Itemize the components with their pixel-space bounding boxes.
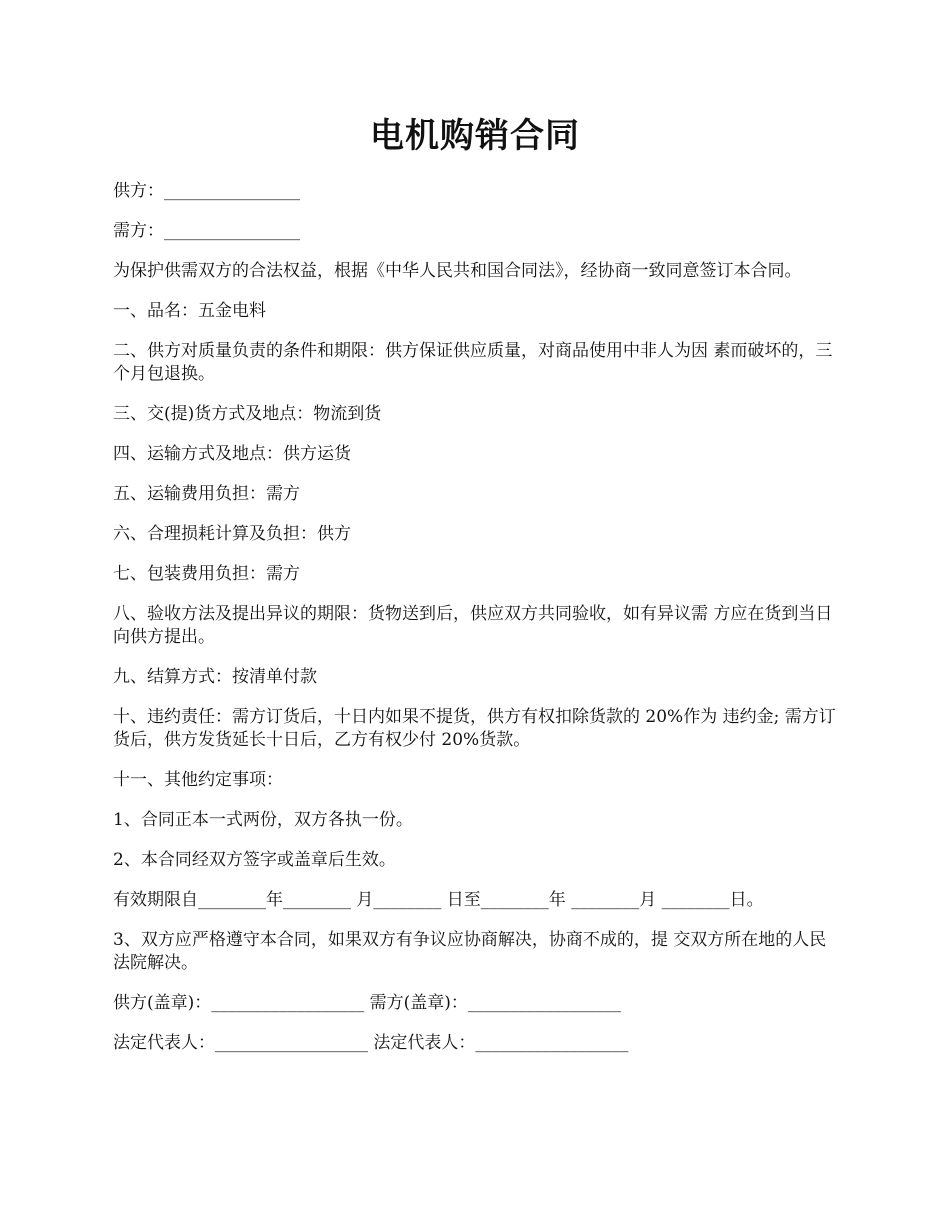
clause-11: 十一、其他约定事项： xyxy=(113,770,283,790)
other-term-1: 1、合同正本一式两份，双方各执一份。 xyxy=(113,810,413,830)
clause-5: 五、运输费用负担：需方 xyxy=(113,484,300,504)
clause-1: 一、品名：五金电料 xyxy=(113,301,266,321)
document-body xyxy=(113,180,838,1072)
clause-6: 六、合理损耗计算及负担：供方 xyxy=(113,524,351,544)
signature-seal-line: 供方(盖章)：__________________ 需方(盖章)：__________________ xyxy=(113,993,621,1013)
clause-3: 三、交(提)货方式及地点：物流到货 xyxy=(113,404,382,424)
other-term-2: 2、本合同经双方签字或盖章后生效。 xyxy=(113,850,396,870)
intro-paragraph: 为保护供需双方的合法权益，根据《中华人民共和国合同法》，经协商一致同意签订本合同。 xyxy=(113,261,802,281)
document-title: 电机购销合同 xyxy=(370,116,580,156)
buyer-line: 需方：________________ xyxy=(113,221,300,241)
clause-2: 二、供方对质量负责的条件和期限：供方保证供应质量，对商品使用中非人为因 素而破坏的，三个月包退换。 xyxy=(113,341,833,384)
clause-9: 九、结算方式：按清单付款 xyxy=(113,667,317,687)
clause-10: 十、违约责任：需方订货后，十日内如果不提货，供方有权扣除货款的 20%作为 违约金; 需方订货后，供方发货延长十日后，乙方有权少付 20%货款。 xyxy=(113,707,836,750)
validity-period-line: 有效期限自________年________ 月________ 日至________年 ________月 ________日。 xyxy=(113,890,764,910)
clause-8: 八、验收方法及提出异议的期限：货物送到后，供应双方共同验收，如有异议需 方应在货到当日向供方提出。 xyxy=(113,604,833,647)
clause-4: 四、运输方式及地点：供方运货 xyxy=(113,444,351,464)
clause-7: 七、包装费用负担：需方 xyxy=(113,564,300,584)
supplier-line: 供方：________________ xyxy=(113,181,300,201)
other-term-3: 3、双方应严格遵守本合同，如果双方有争议应协商解决，协商不成的，提 交双方所在地的人民法院解决。 xyxy=(113,930,827,973)
signature-representative-line: 法定代表人：__________________ 法定代表人：__________________ xyxy=(113,1033,629,1053)
